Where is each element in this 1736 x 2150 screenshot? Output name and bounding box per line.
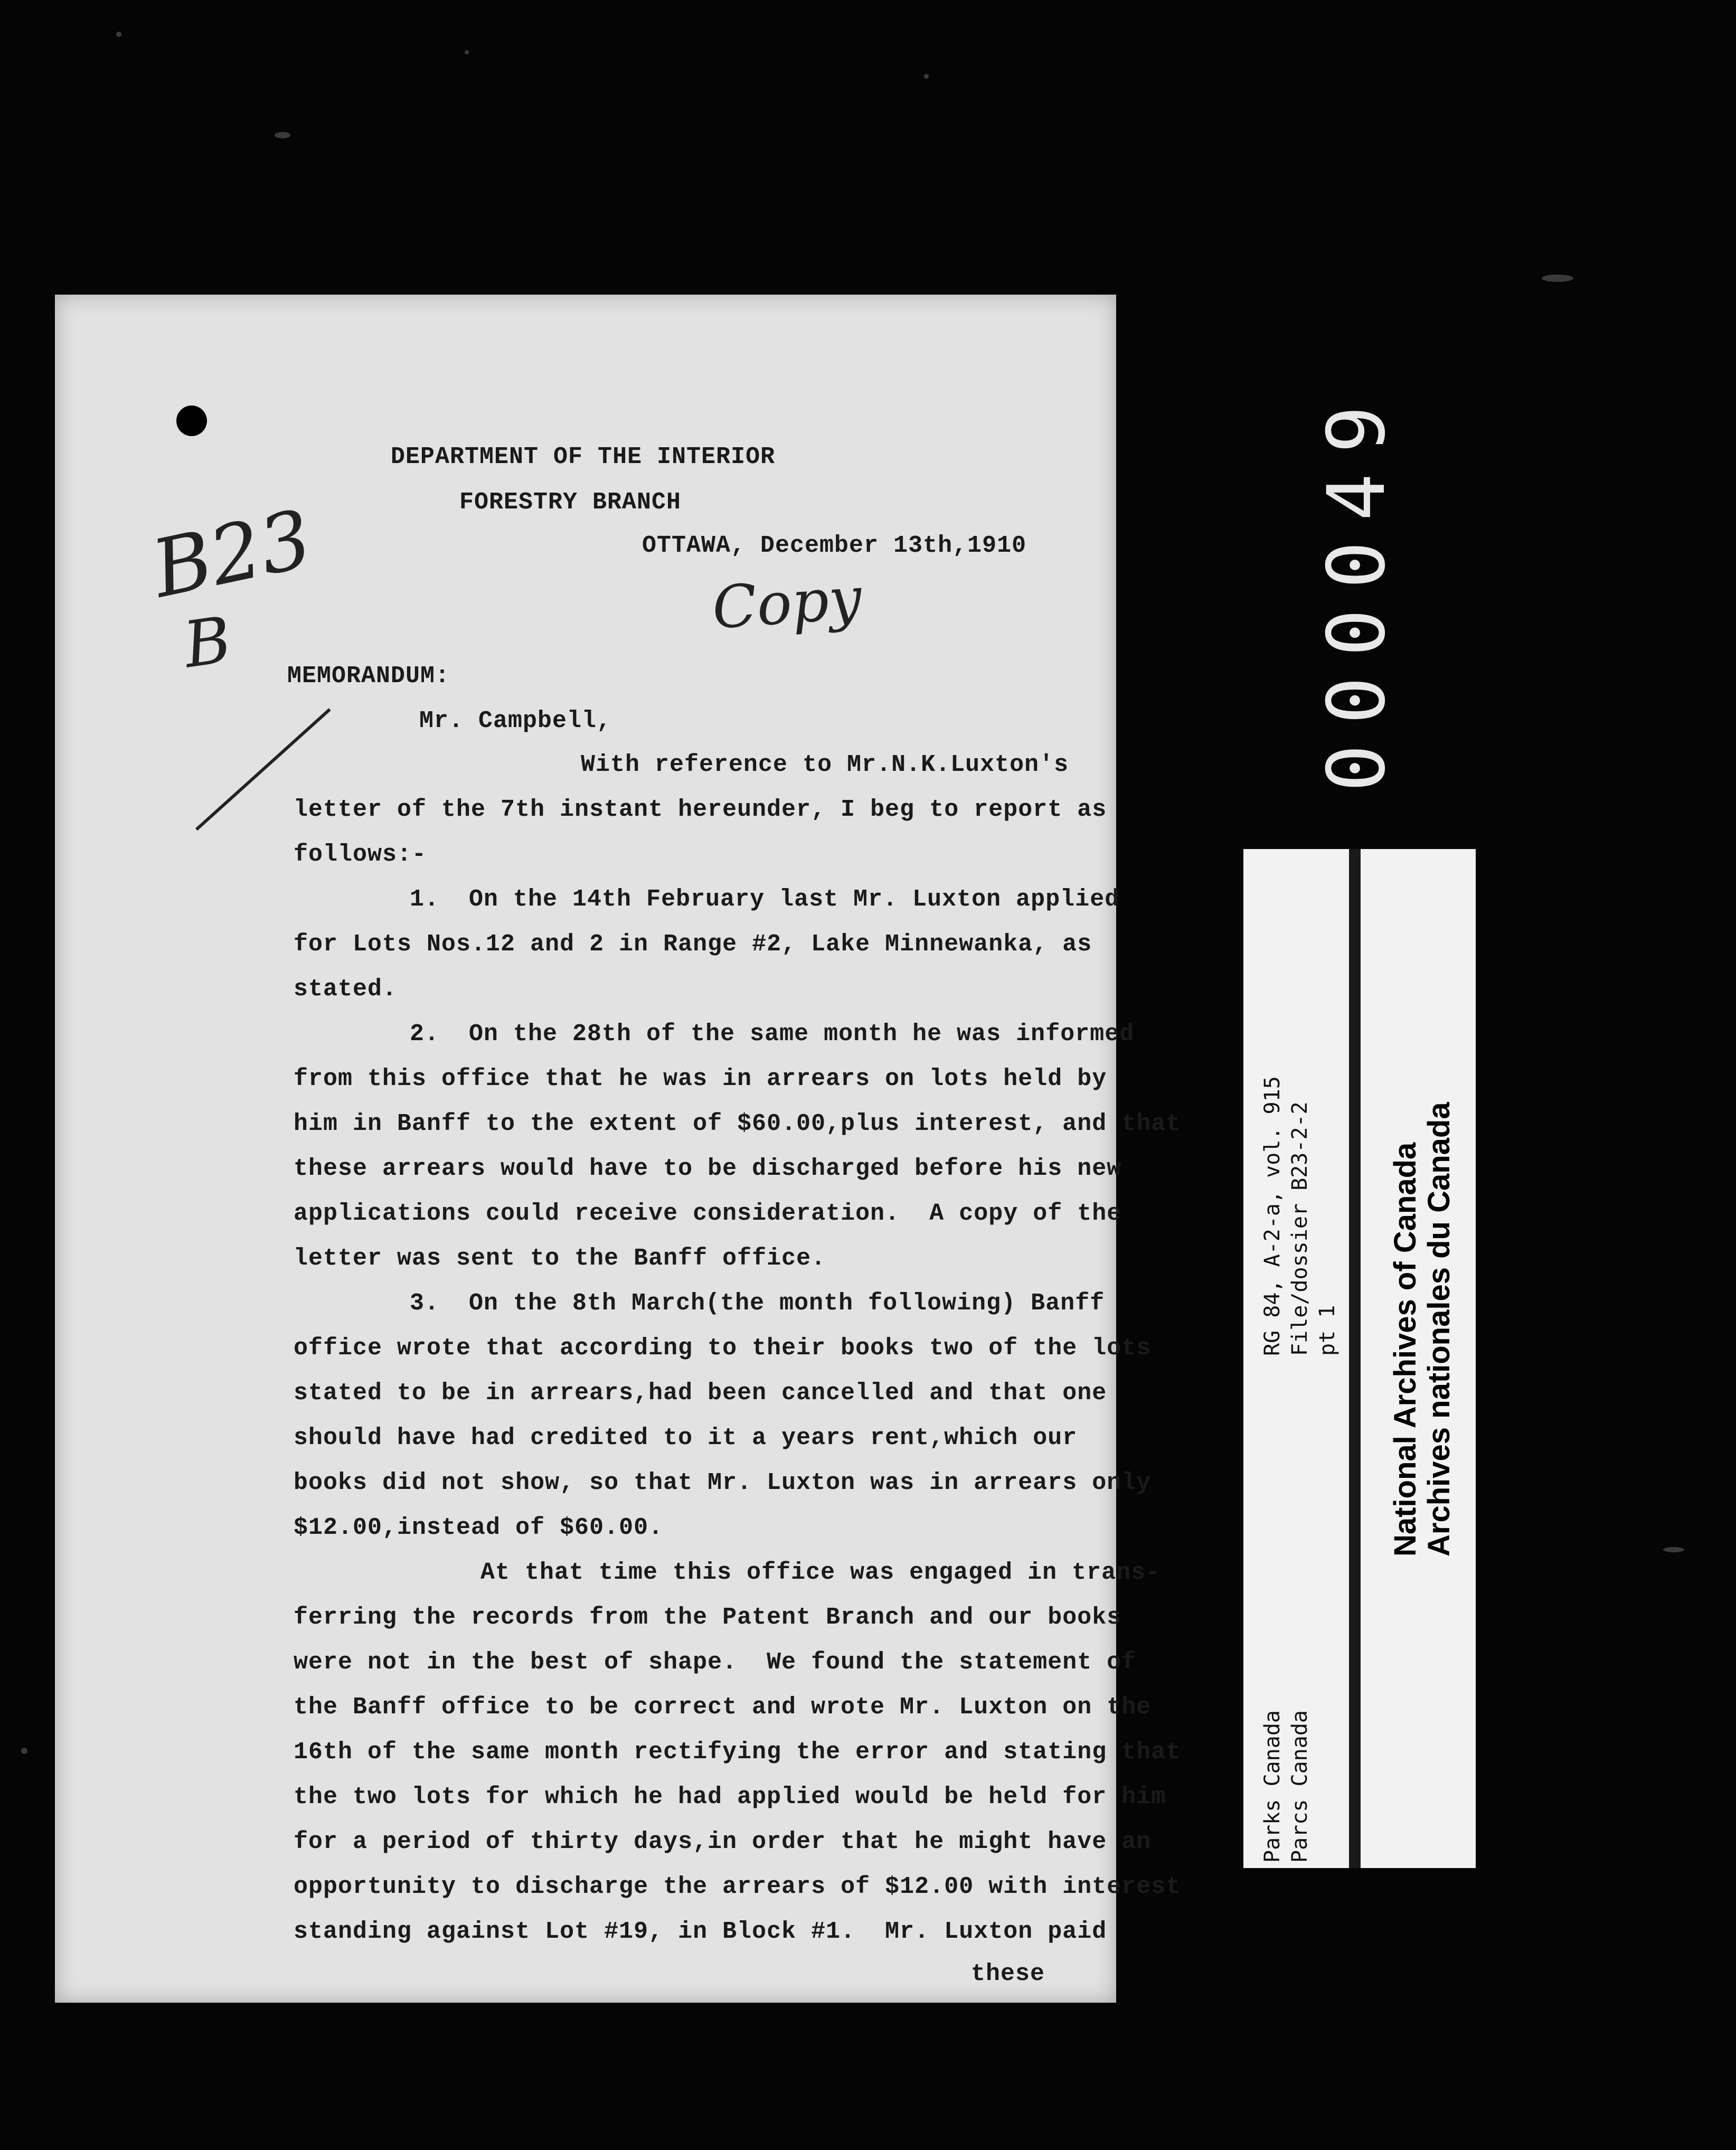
memo-line: standing against Lot #19, in Block #1. Mr. Luxton paid	[294, 1918, 1107, 1945]
memo-line: opportunity to discharge the arrears of $12.00 with interest	[294, 1873, 1181, 1900]
reference-line: RG 84, A-2-a, vol. 915	[1260, 1076, 1285, 1356]
memo-line: him in Banff to the extent of $60.00,plus interest, and that	[294, 1110, 1181, 1137]
memo-line: 2. On the 28th of the same month he was informed	[410, 1021, 1135, 1048]
film-speck	[1663, 1547, 1684, 1552]
film-speck	[1542, 275, 1573, 282]
memo-line: 3. On the 8th March(the month following) Banff	[410, 1290, 1105, 1317]
memo-line: ferring the records from the Patent Branch and our books	[294, 1604, 1122, 1631]
film-speck	[116, 32, 121, 37]
memo-line: letter was sent to the Banff office.	[294, 1245, 826, 1272]
frame-number-text: 000049	[1311, 385, 1403, 792]
memo-line: 1. On the 14th February last Mr. Luxton applied	[410, 886, 1120, 913]
memo-line: follows:-	[294, 841, 427, 868]
memo-page	[55, 295, 1181, 2003]
memo-line: these arrears would have to be discharged before his new	[294, 1155, 1122, 1182]
memo-line: $12.00,instead of $60.00.	[294, 1514, 664, 1541]
margin-handwritten-note: B	[179, 603, 236, 683]
reference-line: pt 1	[1315, 1305, 1339, 1356]
memo-line: these	[971, 1960, 1045, 1987]
memo-line: for a period of thirty days,in order that he might have an	[294, 1828, 1152, 1855]
label-divider	[1349, 849, 1361, 1868]
archives-label	[1361, 849, 1476, 1868]
handwritten-copy-note: Copy	[710, 564, 864, 642]
memo-line: stated.	[294, 976, 398, 1003]
memo-line: office wrote that according to their books two of the lots	[294, 1335, 1152, 1362]
memo-addressee: Mr. Campbell,	[419, 708, 612, 734]
memo-line: the Banff office to be correct and wrote Mr. Luxton on the	[294, 1694, 1152, 1721]
memo-line: should have had credited to it a years rent,which our	[294, 1425, 1078, 1451]
branch-heading: FORESTRY BRANCH	[459, 489, 682, 516]
film-speck	[275, 132, 290, 138]
memo-salutation: MEMORANDUM:	[287, 663, 450, 690]
memo-line: letter of the 7th instant hereunder, I beg to report as	[294, 796, 1107, 823]
frame-number	[1304, 211, 1410, 792]
agency-name-en: Parks Canada	[1260, 1710, 1285, 1863]
margin-handwritten-note: B23	[145, 493, 319, 616]
agency-name-fr: Parcs Canada	[1288, 1710, 1312, 1863]
archive-reference-label	[1243, 849, 1349, 1868]
archives-name-fr: Archives nationales du Canada	[1422, 1102, 1456, 1557]
memo-line: With reference to Mr.N.K.Luxton's	[581, 751, 1069, 778]
memo-line: from this office that he was in arrears on lots held by	[294, 1065, 1107, 1092]
film-speck	[21, 1748, 27, 1754]
memo-line: for Lots Nos.12 and 2 in Range #2, Lake Minnewanka, as	[294, 931, 1092, 958]
film-speck	[924, 74, 929, 79]
memo-line: the two lots for which he had applied would be held for him	[294, 1784, 1166, 1810]
department-heading: DEPARTMENT OF THE INTERIOR	[391, 444, 776, 470]
film-speck	[465, 50, 469, 54]
memo-line: 16th of the same month rectifying the error and stating that	[294, 1739, 1181, 1766]
memo-line: At that time this office was engaged in trans-	[480, 1559, 1161, 1586]
memo-line: books did not show, so that Mr. Luxton was in arrears only	[294, 1469, 1152, 1496]
punch-hole	[176, 406, 207, 436]
reference-line: File/dossier B23-2-2	[1288, 1101, 1312, 1356]
memo-line: were not in the best of shape. We found the statement of	[294, 1649, 1137, 1676]
memo-line: stated to be in arrears,had been cancelled and that one	[294, 1380, 1107, 1407]
memo-line: applications could receive consideration. A copy of the	[294, 1200, 1122, 1227]
place-date: OTTAWA, December 13th,1910	[642, 532, 1027, 559]
archives-name-en: National Archives of Canada	[1388, 1142, 1422, 1557]
